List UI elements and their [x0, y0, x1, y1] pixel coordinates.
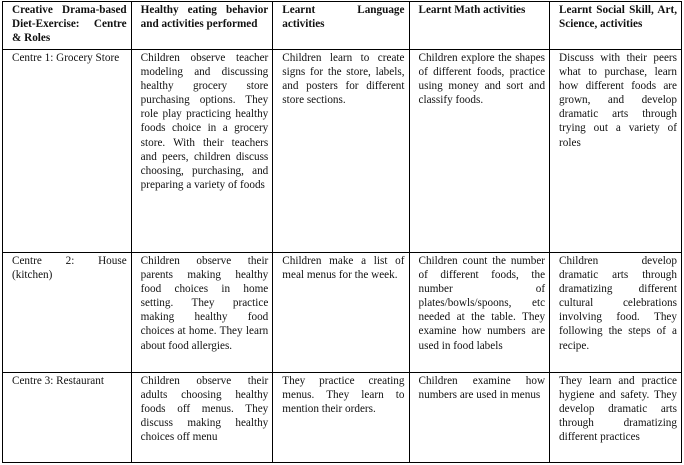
- table-cell: Children learn to create signs for the store, labels, and posters for different store sections.: [273, 50, 409, 253]
- table-row-centre-1: [3, 50, 682, 253]
- header-healthy-eating: Healthy eating behavior and activities performed: [131, 2, 273, 50]
- table-cell: Children develop dramatic arts through dramatizing different cultural celebrations involving food. They following the steps of a recipe.: [550, 253, 682, 373]
- table-row-centre-3: [3, 373, 682, 463]
- table-cell: Children examine how numbers are used in menus: [409, 373, 550, 463]
- table-cell: Centre 1: Grocery Store: [3, 50, 132, 253]
- header-centre-roles: Creative Drama-based Diet-Exercise: Centre & Roles: [3, 2, 132, 50]
- centres-activities-table: [2, 1, 682, 463]
- table-header-row: [3, 2, 682, 50]
- table-cell: Children observe their parents making healthy food choices in home setting. They practice making healthy food choices at home. They learn about food allergies.: [131, 253, 273, 373]
- table-cell: Children count the number of different foods, the number of plates/bowls/spoons, etc needed at the table. They examine how numbers are used in food labels: [409, 253, 550, 373]
- table-cell: Children make a list of meal menus for the week.: [273, 253, 409, 373]
- table-row-centre-2: [3, 253, 682, 373]
- table-cell: Children explore the shapes of different foods, practice using money and sort and classify foods.: [409, 50, 550, 253]
- table-cell: Children observe teacher modeling and discussing healthy grocery store purchasing options. They role play practicing healthy foods choice in a grocery store. With their teachers and peers, children discuss choosing, purchasing, and preparing a variety of foods: [131, 50, 273, 253]
- table-cell: They learn and practice hygiene and safety. They develop dramatic arts through dramatizing different practices: [550, 373, 682, 463]
- table-cell: They practice creating menus. They learn to mention their orders.: [273, 373, 409, 463]
- table-cell: Centre 3: Restaurant: [3, 373, 132, 463]
- header-math: Learnt Math activities: [409, 2, 550, 50]
- header-language: Learnt Language activities: [273, 2, 409, 50]
- table-cell: Centre 2: House (kitchen): [3, 253, 132, 373]
- header-social-art-science: Learnt Social Skill, Art, Science, activities: [550, 2, 682, 50]
- table-cell: Discuss with their peers what to purchase, learn how different foods are grown, and develop dramatic arts through trying out a variety of roles: [550, 50, 682, 253]
- table-cell: Children observe their adults choosing healthy foods off menus. They discuss making healthy choices off menu: [131, 373, 273, 463]
